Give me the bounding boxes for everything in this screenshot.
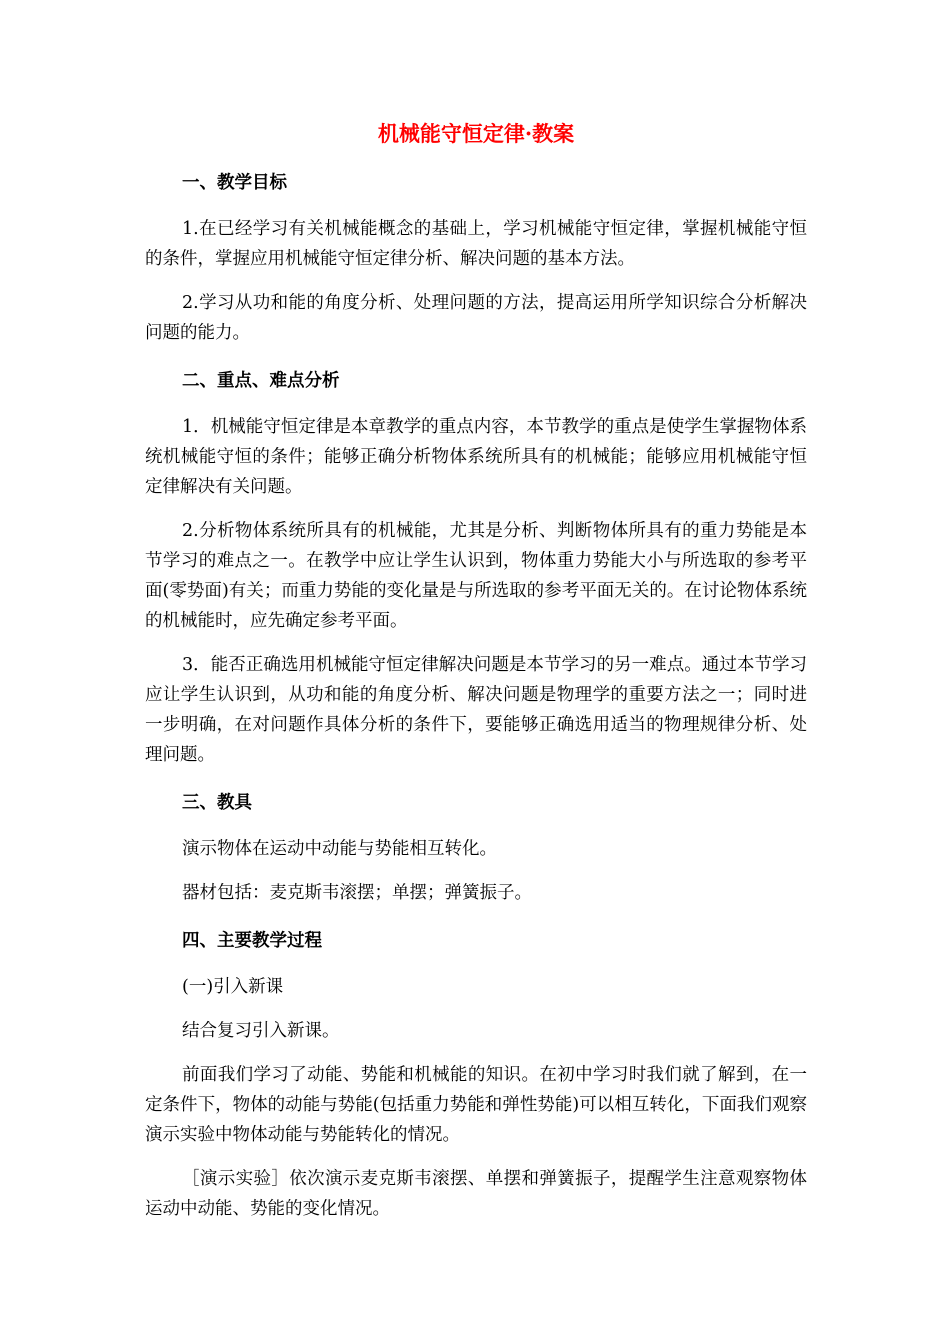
document-page bbox=[145, 118, 807, 1238]
section-heading-process: 四、主要教学过程 bbox=[182, 931, 322, 951]
paragraph: 2.分析物体系统所具有的机械能，尤其是分析、判断物体所具有的重力势能是本节学习的难点之一。在教学中应让学生认识到，物体重力势能大小与所选取的参考平面(零势面)有关；而重力势能的变化量是与所选取的参考平面无关的。在讨论物体系统的机械能时，应先确定参考平面。 bbox=[145, 521, 807, 631]
section-heading-objectives: 一、教学目标 bbox=[182, 173, 287, 193]
paragraph: 1．机械能守恒定律是本章教学的重点内容，本节教学的重点是使学生掌握物体系统机械能守恒的条件；能够正确分析物体系统所具有的机械能；能够应用机械能守恒定律解决有关问题。 bbox=[145, 417, 807, 497]
section-heading-key-points: 二、重点、难点分析 bbox=[182, 371, 340, 391]
paragraph: 结合复习引入新课。 bbox=[182, 1021, 340, 1041]
paragraph: 2.学习从功和能的角度分析、处理问题的方法，提高运用所学知识综合分析解决问题的能力。 bbox=[145, 293, 807, 343]
paragraph: ［演示实验］依次演示麦克斯韦滚摆、单摆和弹簧振子，提醒学生注意观察物体运动中动能、势能的变化情况。 bbox=[145, 1169, 807, 1219]
document-title: 机械能守恒定律·教案 bbox=[377, 121, 575, 146]
paragraph: (一)引入新课 bbox=[182, 977, 284, 997]
paragraph: 1.在已经学习有关机械能概念的基础上，学习机械能守恒定律，掌握机械能守恒的条件，掌握应用机械能守恒定律分析、解决问题的基本方法。 bbox=[145, 219, 807, 269]
paragraph: 前面我们学习了动能、势能和机械能的知识。在初中学习时我们就了解到，在一定条件下，物体的动能与势能(包括重力势能和弹性势能)可以相互转化，下面我们观察演示实验中物体动能与势能转化的情况。 bbox=[145, 1065, 807, 1145]
paragraph: 3．能否正确选用机械能守恒定律解决问题是本节学习的另一难点。通过本节学习应让学生认识到，从功和能的角度分析、解决问题是物理学的重要方法之一；同时进一步明确，在对问题作具体分析的条件下，要能够正确选用适当的物理规律分析、处理问题。 bbox=[145, 655, 807, 765]
paragraph: 器材包括：麦克斯韦滚摆；单摆；弹簧振子。 bbox=[182, 883, 532, 903]
section-heading-teaching-aids: 三、教具 bbox=[182, 793, 252, 813]
paragraph: 演示物体在运动中动能与势能相互转化。 bbox=[182, 839, 497, 859]
